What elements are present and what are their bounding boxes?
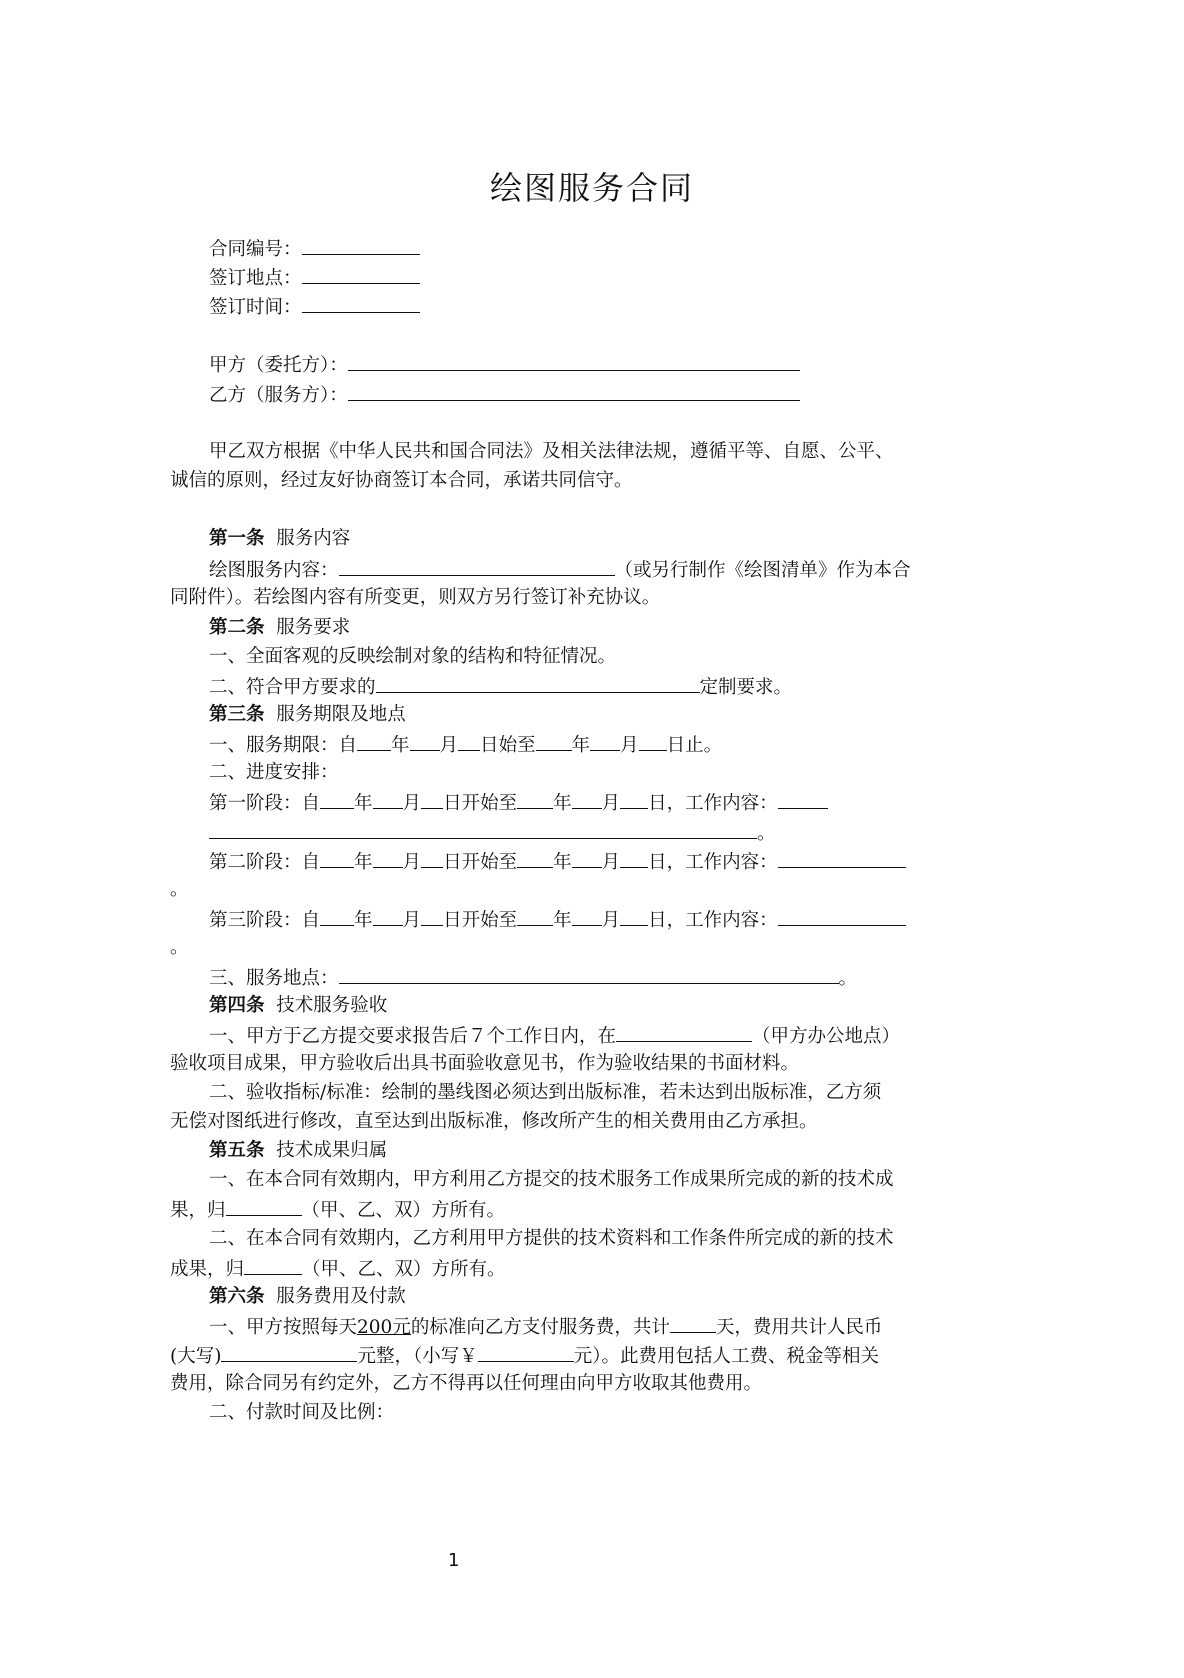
article-6-p1-line-2 xyxy=(170,1343,879,1367)
party-b-field xyxy=(209,382,800,406)
article-5-p1-line-2 xyxy=(170,1197,505,1221)
article-1-content-line-1 xyxy=(209,557,911,581)
text: 。 xyxy=(838,968,858,989)
party-b-blank[interactable] xyxy=(348,382,800,401)
article-2-heading xyxy=(209,616,350,640)
text: 日 xyxy=(443,852,462,873)
text: 三、服务地点： xyxy=(209,968,339,989)
text: 第三阶段： xyxy=(209,910,302,931)
text: 月 xyxy=(439,735,459,756)
text: 日 xyxy=(443,793,462,814)
year-blank[interactable] xyxy=(536,732,572,751)
article-6-p1-line-3: 费用，除合同另有约定外，乙方不得再以任何理由向甲方收取其他费用。 xyxy=(170,1373,763,1394)
service-content-blank[interactable] xyxy=(339,557,615,576)
contract-number-blank[interactable] xyxy=(302,236,420,255)
sign-time-field xyxy=(209,294,420,318)
text: 的标准向乙方支付服务费，共计 xyxy=(410,1317,670,1338)
ownership-blank[interactable] xyxy=(226,1197,302,1216)
article-4-name: 技术服务验收 xyxy=(276,995,388,1016)
article-5-number: 第五条 xyxy=(209,1140,265,1161)
text: 年 xyxy=(354,852,373,873)
article-4-p1-line-2: 验收项目成果，甲方验收后出具书面验收意见书，作为验收结果的书面材料。 xyxy=(170,1053,800,1074)
text: 二、符合甲方要求的 xyxy=(209,677,376,698)
text: 日， xyxy=(648,793,686,814)
month-blank[interactable] xyxy=(373,849,403,868)
article-2-item-2 xyxy=(209,674,792,698)
day-blank[interactable] xyxy=(421,907,443,926)
text: （甲、乙、双）方所有。 xyxy=(301,1200,506,1221)
article-6-heading xyxy=(209,1285,406,1309)
party-a-field xyxy=(209,352,800,376)
text: 月 xyxy=(620,735,639,756)
article-5-p2-line-2 xyxy=(170,1256,506,1280)
work-content-blank[interactable] xyxy=(778,907,906,926)
text: 工作内容： xyxy=(685,852,778,873)
text: 工作内容： xyxy=(685,910,778,931)
document-title: 绘图服务合同 xyxy=(489,169,694,207)
amount-words-blank[interactable] xyxy=(221,1343,357,1362)
text: 一、服务期限：自 xyxy=(209,735,358,756)
text: 一、甲方按照每天 xyxy=(209,1317,358,1338)
contract-number-field xyxy=(209,236,420,260)
day-blank[interactable] xyxy=(620,907,648,926)
text: （甲方办公地点） xyxy=(752,1026,901,1047)
text: 月 xyxy=(402,793,422,814)
text: 日， xyxy=(648,910,686,931)
text: （甲、乙、双）方所有。 xyxy=(302,1259,506,1280)
preamble-line-1: 甲乙双方根据《中华人民共和国合同法》及相关法律法规，遵循平等、自愿、公平、 xyxy=(209,441,894,462)
sign-place-blank[interactable] xyxy=(302,265,420,284)
day-blank[interactable] xyxy=(421,849,443,868)
article-1-name: 服务内容 xyxy=(276,528,351,549)
month-blank[interactable] xyxy=(373,790,403,809)
text: 月 xyxy=(601,793,621,814)
text: 年 xyxy=(571,735,591,756)
year-blank[interactable] xyxy=(517,790,553,809)
text: 第二阶段： xyxy=(209,852,302,873)
text: 月 xyxy=(601,852,621,873)
amount-figure-blank[interactable] xyxy=(478,1343,574,1362)
stage-1-line xyxy=(209,790,828,814)
article-4-number: 第四条 xyxy=(209,995,265,1016)
text: 自 xyxy=(301,793,321,814)
text: 天，费用共计人民币 xyxy=(715,1317,883,1338)
party-b-label: 乙方（服务方）： xyxy=(209,385,348,406)
days-blank[interactable] xyxy=(670,1314,716,1333)
article-6-name: 服务费用及付款 xyxy=(276,1286,406,1307)
article-5-heading xyxy=(209,1139,387,1163)
stage-2-line xyxy=(209,849,906,873)
service-period-line xyxy=(209,732,722,756)
daily-rate: 200元 xyxy=(357,1317,411,1338)
text: 一、甲方于乙方提交要求报告后７个工作日内，在 xyxy=(209,1026,617,1047)
year-blank[interactable] xyxy=(517,849,553,868)
month-blank[interactable] xyxy=(590,732,620,751)
text: 元）。此费用包括人工费、税金等相关 xyxy=(573,1346,879,1367)
text: 日 xyxy=(443,910,462,931)
text: 始至 xyxy=(498,735,536,756)
stage-1-continuation xyxy=(209,820,776,844)
custom-requirement-blank[interactable] xyxy=(376,674,700,693)
text: 开始至 xyxy=(461,793,518,814)
day-blank[interactable] xyxy=(639,732,667,751)
article-2-number: 第二条 xyxy=(209,617,265,638)
article-1-number: 第一条 xyxy=(209,528,265,549)
article-4-p1-line-1 xyxy=(209,1023,900,1047)
article-4-heading xyxy=(209,994,387,1018)
text: 开始至 xyxy=(461,852,518,873)
preamble-line-2: 诚信的原则，经过友好协商签订本合同，承诺共同信守。 xyxy=(170,470,633,491)
article-5-p1-line-1: 一、在本合同有效期内，甲方利用乙方提交的技术服务工作成果所完成的新的技术成 xyxy=(209,1169,894,1190)
text: 年 xyxy=(553,793,572,814)
party-a-label: 甲方（委托方）： xyxy=(209,355,348,376)
stage-3-line xyxy=(209,907,906,931)
text: 年 xyxy=(354,910,373,931)
text: 日止。 xyxy=(666,735,723,756)
year-blank[interactable] xyxy=(357,732,391,751)
text: 果，归 xyxy=(170,1200,226,1221)
stage-3-end: 。 xyxy=(170,937,189,958)
sign-place-field xyxy=(209,265,420,289)
text: 月 xyxy=(402,852,422,873)
text: 自 xyxy=(301,910,321,931)
text: 定制要求。 xyxy=(699,677,793,698)
article-1-content-line-2: 同附件）。若绘图内容有所变更，则双方另行签订补充协议。 xyxy=(170,587,661,608)
year-blank[interactable] xyxy=(320,849,354,868)
article-6-number: 第六条 xyxy=(209,1286,265,1307)
text: 元整，（小写￥ xyxy=(357,1346,478,1367)
text: 自 xyxy=(301,852,321,873)
sign-place-label: 签订地点： xyxy=(209,268,302,289)
text: 工作内容： xyxy=(685,793,778,814)
month-blank[interactable] xyxy=(410,732,440,751)
text: 。 xyxy=(757,823,776,844)
text: 成果，归 xyxy=(170,1259,245,1280)
text: 开始至 xyxy=(461,910,518,931)
year-blank[interactable] xyxy=(517,907,553,926)
day-blank[interactable] xyxy=(620,790,648,809)
month-blank[interactable] xyxy=(373,907,403,926)
article-6-p1-line-1 xyxy=(209,1314,882,1338)
text: 年 xyxy=(354,793,373,814)
sign-time-label: 签订时间： xyxy=(209,297,302,318)
contract-number-label: 合同编号： xyxy=(209,239,302,260)
work-content-blank[interactable] xyxy=(778,790,828,809)
day-blank[interactable] xyxy=(620,849,648,868)
work-content-blank[interactable] xyxy=(778,849,906,868)
text: 月 xyxy=(402,910,422,931)
article-5-p2-line-1: 二、在本合同有效期内，乙方利用甲方提供的技术资料和工作条件所完成的新的技术 xyxy=(209,1228,894,1249)
text: 月 xyxy=(601,910,621,931)
text: 年 xyxy=(391,735,410,756)
article-1-heading xyxy=(209,527,350,551)
year-blank[interactable] xyxy=(320,790,354,809)
text: （或另行制作《绘图清单》作为本合 xyxy=(614,560,911,581)
sign-time-blank[interactable] xyxy=(302,294,420,313)
service-place-line xyxy=(209,965,857,989)
ownership-blank[interactable] xyxy=(244,1256,302,1275)
article-4-p2-line-1: 二、验收指标/标准：绘制的墨线图必须达到出版标准，若未达到出版标准，乙方须 xyxy=(209,1082,882,1103)
month-blank[interactable] xyxy=(572,790,602,809)
article-3-name: 服务期限及地点 xyxy=(276,704,406,725)
year-blank[interactable] xyxy=(320,907,354,926)
text: (大写) xyxy=(170,1346,222,1367)
work-content-blank[interactable] xyxy=(209,820,757,839)
month-blank[interactable] xyxy=(572,907,602,926)
day-blank[interactable] xyxy=(421,790,443,809)
day-blank[interactable] xyxy=(458,732,480,751)
month-blank[interactable] xyxy=(572,849,602,868)
progress-label: 二、进度安排： xyxy=(209,762,339,783)
text: 日， xyxy=(648,852,686,873)
service-place-blank[interactable] xyxy=(339,965,839,984)
text: 年 xyxy=(553,910,572,931)
article-3-heading xyxy=(209,703,406,727)
stage-2-end: 。 xyxy=(170,879,189,900)
text: 绘图服务内容： xyxy=(209,560,339,581)
article-6-p2: 二、付款时间及比例： xyxy=(209,1402,395,1423)
text: 年 xyxy=(553,852,572,873)
article-3-number: 第三条 xyxy=(209,704,265,725)
acceptance-place-blank[interactable] xyxy=(616,1023,752,1042)
text: 日 xyxy=(480,735,499,756)
article-2-item-1: 一、全面客观的反映绘制对象的结构和特征情况。 xyxy=(209,646,617,667)
text: 第一阶段： xyxy=(209,793,302,814)
article-2-name: 服务要求 xyxy=(276,617,351,638)
article-5-name: 技术成果归属 xyxy=(276,1140,388,1161)
article-4-p2-line-2: 无偿对图纸进行修改，直至达到出版标准，修改所产生的相关费用由乙方承担。 xyxy=(170,1111,818,1132)
party-a-blank[interactable] xyxy=(348,352,800,371)
page-number: 1 xyxy=(448,1550,460,1571)
